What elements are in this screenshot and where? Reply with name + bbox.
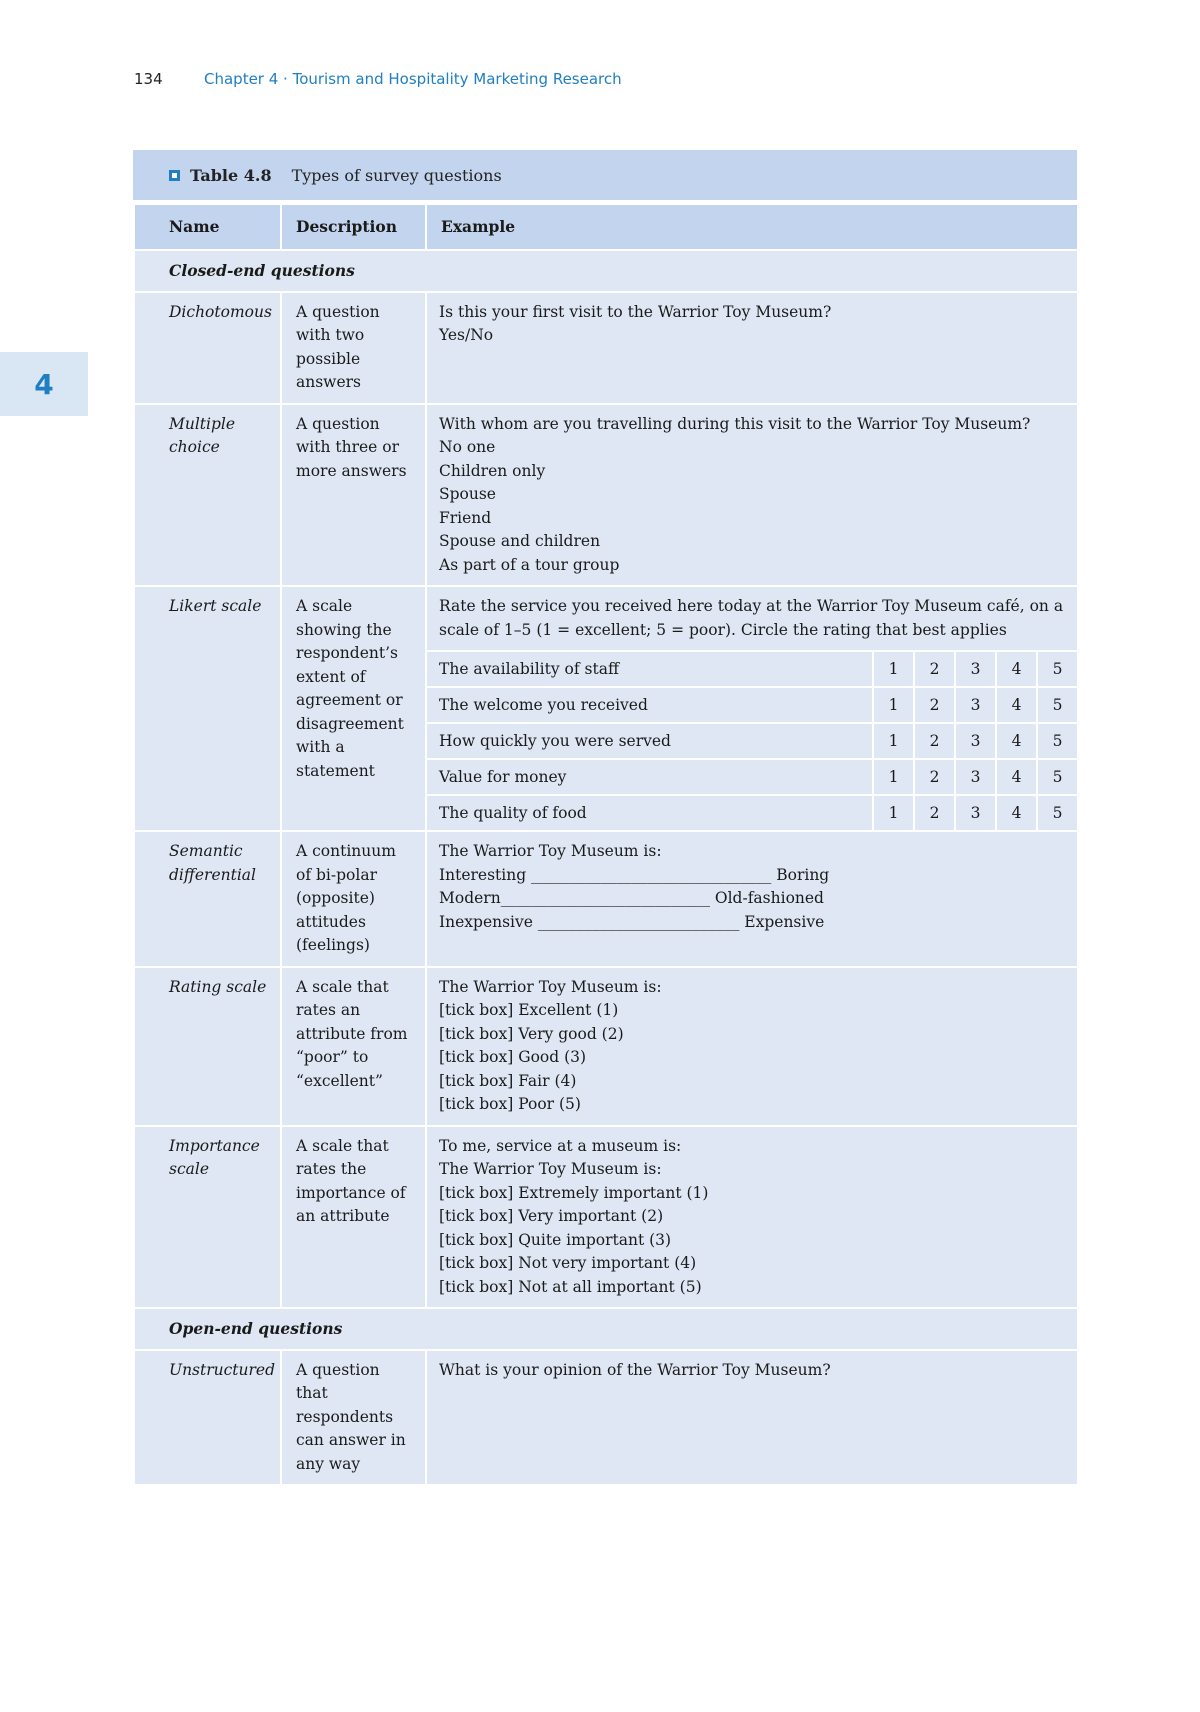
table-body [133, 203, 1079, 1486]
row-description: A question with two possible answers [281, 292, 426, 404]
table-row-semantic-differential [134, 831, 1078, 967]
row-example [426, 831, 1078, 967]
row-description: A question with three or more answers [281, 404, 426, 587]
table-row-multiple-choice [134, 404, 1078, 587]
example-line: [tick box] Quite important (3) [439, 1230, 672, 1249]
scale-value: 2 [914, 723, 955, 759]
scale-value: 1 [873, 759, 914, 795]
scale-value: 4 [996, 651, 1037, 687]
row-name: Multiple choice [134, 404, 281, 587]
likert-statement: The welcome you received [427, 687, 873, 723]
table-label: Table 4.8 [190, 165, 272, 185]
example-line: [tick box] Very important (2) [439, 1207, 664, 1225]
row-name: Rating scale [134, 967, 281, 1126]
row-name: Dichotomous [134, 292, 281, 404]
likert-rating-grid [427, 650, 1077, 830]
example-line: [tick box] Good (3) [439, 1048, 587, 1066]
likert-item-row [427, 651, 1077, 687]
section-row-closed [134, 250, 1078, 292]
example-line: Interesting _______________________________ Boring [439, 865, 830, 884]
chapter-title: Chapter 4 · Tourism and Hospitality Marketing Research [204, 70, 622, 88]
example-line: [tick box] Fair (4) [439, 1071, 577, 1090]
example-line: [tick box] Poor (5) [439, 1095, 581, 1113]
scale-value: 3 [955, 795, 996, 830]
row-example [426, 1350, 1078, 1486]
column-header-description: Description [281, 204, 426, 250]
likert-statement: The quality of food [427, 795, 873, 830]
example-line: [tick box] Not very important (4) [439, 1254, 697, 1272]
scale-value: 2 [914, 759, 955, 795]
column-header-name: Name [134, 204, 281, 250]
likert-item-row [427, 687, 1077, 723]
scale-value: 1 [873, 795, 914, 830]
column-header-example: Example [426, 204, 1078, 250]
example-line: [tick box] Excellent (1) [439, 1001, 619, 1019]
example-line: The Warrior Toy Museum is: [439, 977, 662, 996]
example-line: Friend [439, 508, 492, 527]
likert-item-row [427, 723, 1077, 759]
likert-statement: The availability of staff [427, 651, 873, 687]
row-description: A scale that rates the importance of an attribute [281, 1126, 426, 1309]
example-line: Is this your first visit to the Warrior Toy Museum? [439, 302, 832, 321]
section-row-open [134, 1308, 1078, 1350]
example-line: [tick box] Very good (2) [439, 1024, 624, 1043]
scale-value: 5 [1037, 651, 1077, 687]
table-caption-text: Types of survey questions [291, 165, 502, 185]
section-label: Open-end questions [134, 1308, 1078, 1350]
example-line: Inexpensive __________________________ Expensive [439, 912, 825, 931]
likert-statement: Value for money [427, 759, 873, 795]
table-row-rating-scale [134, 967, 1078, 1126]
row-name: Unstructured [134, 1350, 281, 1486]
example-line: Spouse and children [439, 532, 601, 550]
row-name: Importance scale [134, 1126, 281, 1309]
scale-value: 2 [914, 651, 955, 687]
scale-value: 4 [996, 759, 1037, 795]
scale-value: 5 [1037, 687, 1077, 723]
scale-value: 2 [914, 795, 955, 830]
example-line: What is your opinion of the Warrior Toy Museum? [439, 1360, 831, 1379]
scale-value: 5 [1037, 723, 1077, 759]
scale-value: 5 [1037, 759, 1077, 795]
scale-value: 5 [1037, 795, 1077, 830]
scale-value: 2 [914, 687, 955, 723]
likert-item-row [427, 759, 1077, 795]
row-description: A continuum of bi-polar (opposite) attitudes (feelings) [281, 831, 426, 967]
scale-value: 4 [996, 687, 1037, 723]
chapter-tab: 4 [0, 352, 88, 416]
row-name: Semantic differential [134, 831, 281, 967]
example-line: Yes/No [439, 326, 494, 344]
square-bullet-icon [169, 170, 180, 181]
row-example [426, 1126, 1078, 1309]
scale-value: 1 [873, 723, 914, 759]
example-line: The Warrior Toy Museum is: [439, 1160, 662, 1178]
likert-item-row [427, 795, 1077, 830]
example-line: Modern___________________________ Old-fashioned [439, 889, 824, 907]
section-label: Closed-end questions [134, 250, 1078, 292]
row-example [426, 404, 1078, 587]
table-row-likert-scale [134, 586, 1078, 831]
example-line: Spouse [439, 485, 496, 503]
row-description: A question that respondents can answer in any way [281, 1350, 426, 1486]
scale-value: 1 [873, 651, 914, 687]
example-line: As part of a tour group [439, 555, 620, 574]
table-caption [133, 150, 1077, 203]
likert-statement: How quickly you were served [427, 723, 873, 759]
example-line: [tick box] Not at all important (5) [439, 1277, 702, 1296]
scale-value: 1 [873, 687, 914, 723]
row-example [426, 586, 1078, 831]
scale-value: 3 [955, 687, 996, 723]
scale-value: 3 [955, 723, 996, 759]
example-line: With whom are you travelling during this visit to the Warrior Toy Museum? [439, 414, 1031, 433]
page-number: 134 [134, 70, 163, 88]
table-row-importance-scale [134, 1126, 1078, 1309]
table-row-dichotomous [134, 292, 1078, 404]
row-description: A scale showing the respondent’s extent of agreement or disagreement with a statement [281, 586, 426, 831]
scale-value: 3 [955, 759, 996, 795]
running-head [134, 70, 622, 88]
table-row-unstructured [134, 1350, 1078, 1486]
scale-value: 3 [955, 651, 996, 687]
example-line: Children only [439, 461, 546, 480]
survey-questions-table [133, 150, 1077, 1486]
example-line: [tick box] Extremely important (1) [439, 1183, 709, 1202]
row-example [426, 292, 1078, 404]
table-header-row [134, 204, 1078, 250]
row-example [426, 967, 1078, 1126]
scale-value: 4 [996, 795, 1037, 830]
example-line: To me, service at a museum is: [439, 1136, 682, 1155]
row-description: A scale that rates an attribute from “poor” to “excellent” [281, 967, 426, 1126]
example-line: No one [439, 438, 496, 456]
row-name: Likert scale [134, 586, 281, 831]
likert-intro: Rate the service you received here today at the Warrior Toy Museum café, on a scale of 1–5 (1 = excellent; 5 = poor). Circle the rating that best applies [439, 597, 1064, 639]
scale-value: 4 [996, 723, 1037, 759]
example-line: The Warrior Toy Museum is: [439, 842, 662, 860]
